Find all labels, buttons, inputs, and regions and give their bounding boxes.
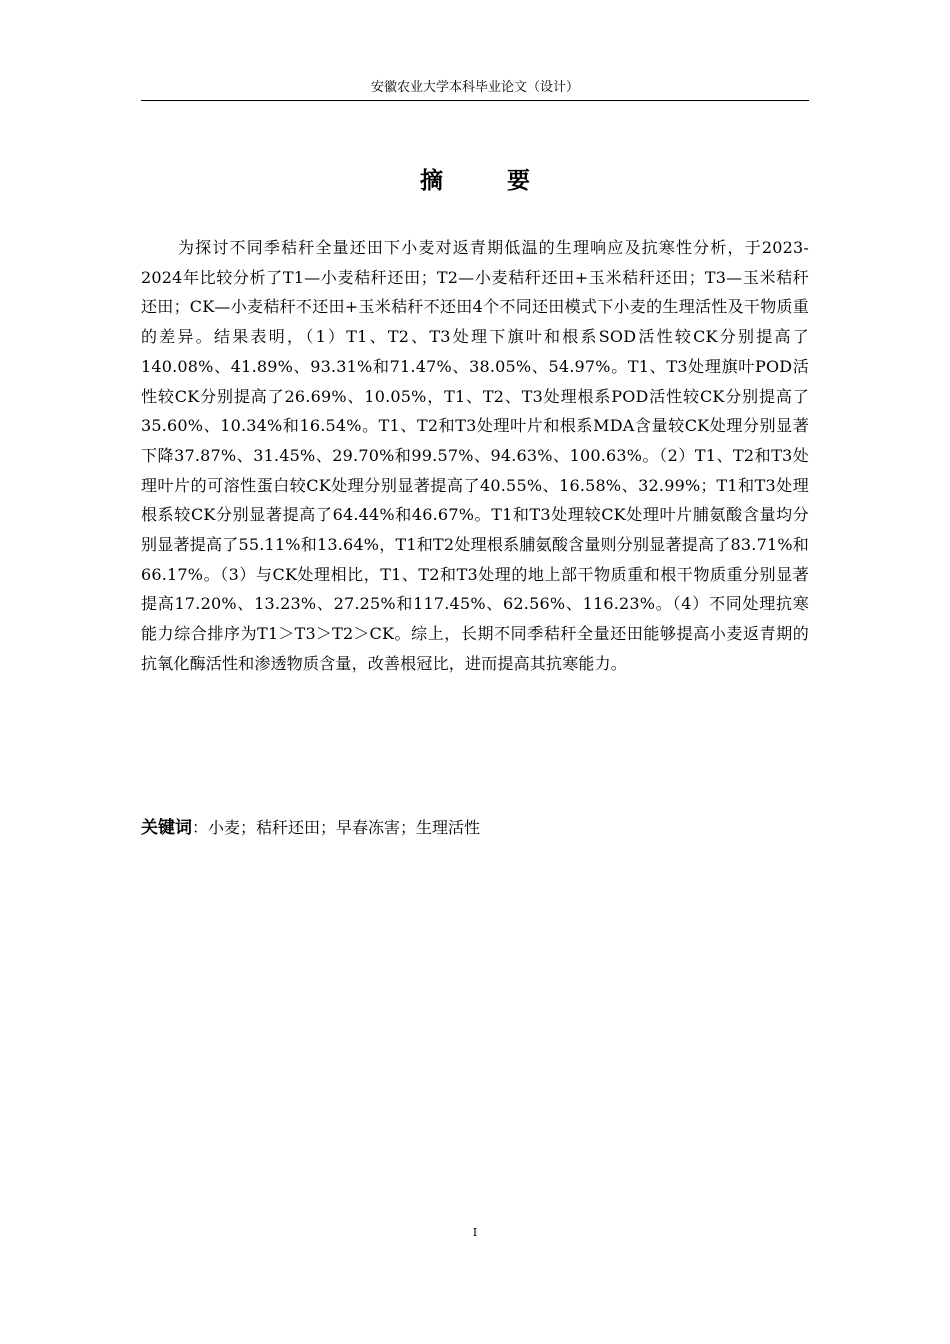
- keywords: [141, 813, 809, 843]
- page-header-text: 安徽农业大学本科毕业论文（设计）: [370, 80, 579, 95]
- page-number: I: [472, 1226, 478, 1239]
- keywords-label: 关键词: [141, 818, 192, 838]
- page-header: [141, 78, 809, 101]
- abstract-title: 摘 要: [419, 168, 558, 194]
- keywords-value: 小麦；秸秆还田；早春冻害；生理活性: [208, 818, 481, 837]
- keywords-separator: ：: [192, 818, 209, 837]
- abstract-body: 为探讨不同季秸秆全量还田下小麦对返青期低温的生理响应及抗寒性分析，于2023-2024年比较分析了T1—小麦秸秆还田；T2—小麦秸秆还田+玉米秸秆还田；T3—玉米秸秆还田；CK—小麦秸秆不还田+玉米秸秆不还田4个不同还田模式下小麦的生理活性及干物质重的差异。结果表明，（1）T1、T2、T3处理下旗叶和根系SOD活性较CK分别提高了140.08%、41.89%、93.31%和71.47%、38.05%、54.97%。T1、T3处理旗叶POD活性较CK分别提高了26.69%、10.05%，T1、T2、T3处理根系POD活性较CK分别提高了35.60%、10.34%和16.54%。T1、T2和T3处理叶片和根系MDA含量较CK处理分别显著下降37.87%、31.45%、29.70%和99.57%、94.63%、100.63%。（2）T1、T2和T3处理叶片的可溶性蛋白较CK处理分别显著提高了40.55%、16.58%、32.99%；T1和T3处理根系较CK分别显著提高了64.44%和46.67%。T1和T3处理较CK处理叶片脯氨酸含量均分别显著提高了55.11%和13.64%，T1和T2处理根系脯氨酸含量则分别显著提高了83.71%和66.17%。（3）与CK处理相比，T1、T2和T3处理的地上部干物质重和根干物质重分别显著提高17.20%、13.23%、27.25%和117.45%、62.56%、116.23%。（4）不同处理抗寒能力综合排序为T1＞T3＞T2＞CK。综上，长期不同季秸秆全量还田能够提高小麦返青期的抗氧化酶活性和渗透物质含量，改善根冠比，进而提高其抗寒能力。: [141, 238, 809, 673]
